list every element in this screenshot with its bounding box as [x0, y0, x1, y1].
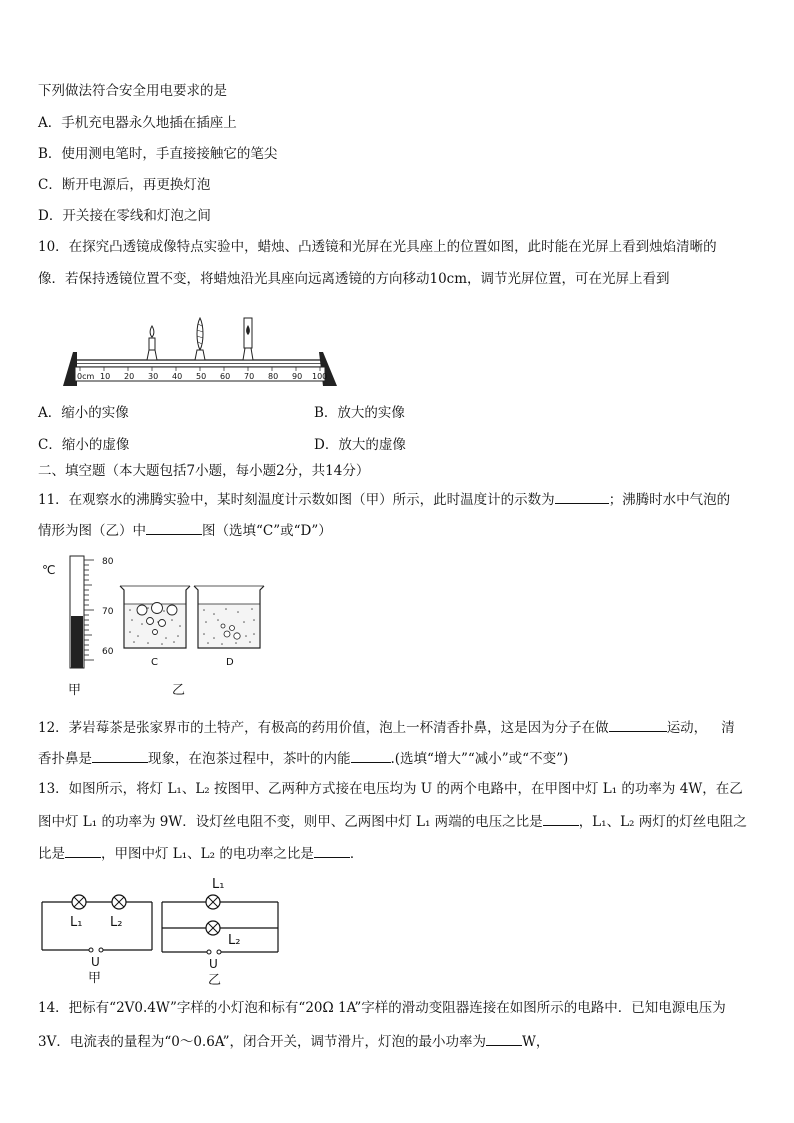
thermometer-tick-60: 60	[102, 647, 114, 657]
label-yi: 乙	[172, 683, 186, 698]
series-circuit	[42, 902, 152, 950]
ruler-label-10: 10	[100, 372, 111, 381]
ruler-label-90: 90	[292, 372, 303, 381]
series-lamp-l1	[72, 895, 86, 909]
q12-blank-3[interactable]	[351, 748, 391, 763]
q9-option-c: C．断开电源后，再更换灯泡	[38, 177, 211, 193]
q12-blank-2[interactable]	[92, 748, 148, 763]
parallel-caption: 乙	[208, 973, 222, 986]
label-jia: 甲	[68, 683, 82, 698]
section-2-heading: 二、填空题（本大题包括7小题，每小题2分，共14分）	[38, 463, 370, 479]
series-lamp-l2	[112, 895, 126, 909]
q10-option-d: D．放大的虚像	[314, 437, 406, 453]
q13-line-3a: 比是	[38, 846, 65, 862]
thermometer-ticks	[84, 560, 94, 660]
series-l1-label: L₁	[70, 915, 83, 930]
q10-line-1: 10．在探究凸透镜成像特点实验中，蜡烛、凸透镜和光屏在光具座上的位置如图，此时能在光屏上看到烛焰清晰的	[38, 239, 717, 255]
series-caption: 甲	[88, 971, 102, 986]
circuit-figure	[36, 870, 286, 986]
q14-line-2a: 3V．电流表的量程为“0～0.6A”，闭合开关，调节滑片，灯泡的最小功率为	[38, 1034, 486, 1050]
ruler-label-100: 100	[312, 372, 328, 381]
candle	[147, 326, 157, 360]
series-terminal-left	[89, 948, 93, 952]
parallel-terminal-right	[217, 950, 221, 954]
q11-line-1	[38, 489, 730, 509]
beaker-c-label: C	[151, 657, 158, 668]
q11-line-1a: 11．在观察水的沸腾实验中，某时刻温度计示数如图（甲）所示，此时温度计的示数为	[38, 492, 555, 508]
q9-stem: 下列做法符合安全用电要求的是	[38, 83, 227, 99]
q10-option-a: A．缩小的实像	[38, 405, 129, 421]
parallel-u-label: U	[209, 957, 218, 971]
parallel-lamp-l1	[206, 895, 220, 909]
ruler-label-20: 20	[124, 372, 135, 381]
q12-line-1a: 12．茅岩莓茶是张家界市的土特产，有极高的药用价值，泡上一杯清香扑鼻，这是因为分子在做	[38, 720, 609, 736]
q13-line-3b: ，甲图中灯 L₁、L₂ 的电功率之比是	[101, 846, 314, 862]
q12-blank-1[interactable]	[609, 717, 667, 732]
q13-line-1: 13．如图所示，将灯 L₁、L₂ 按图甲、乙两种方式接在电压均为 U 的两个电路中，在甲图中灯 L₁ 的功率为 4W，在乙	[38, 781, 743, 797]
thermometer-tick-70: 70	[102, 607, 114, 617]
thermometer-tick-80: 80	[102, 557, 114, 567]
q12-line-2a: 香扑鼻是	[38, 751, 92, 767]
boiling-experiment-figure	[38, 548, 268, 700]
beaker-c	[120, 586, 190, 648]
thermometer-liquid	[71, 616, 83, 668]
q12-line-1b: 运动，	[666, 720, 708, 736]
parallel-terminal-left	[207, 950, 211, 954]
parallel-lamp-l2	[206, 921, 220, 935]
parallel-l2-label: L₂	[228, 933, 241, 948]
q10-option-c: C．缩小的虚像	[38, 437, 130, 453]
q9-option-a: A．手机充电器永久地插在插座上	[38, 115, 237, 131]
q12-line-2b: 现象，在泡茶过程中，茶叶的内能	[148, 751, 351, 767]
ruler-label-50: 50	[196, 372, 207, 381]
q13-line-2b: ，L₁、L₂ 两灯的灯丝电阻之	[578, 814, 747, 830]
ruler-label-70: 70	[244, 372, 255, 381]
q11-blank-1[interactable]	[555, 489, 609, 504]
q13-line-3c: ．	[349, 846, 364, 862]
ruler-label-80: 80	[268, 372, 279, 381]
q9-option-d: D．开关接在零线和灯泡之间	[38, 208, 211, 224]
q13-blank-1[interactable]	[543, 811, 579, 826]
ruler-label-0: 0cm	[77, 372, 95, 381]
convex-lens	[195, 318, 205, 360]
q11-blank-2[interactable]	[146, 520, 202, 535]
ruler-label-40: 40	[172, 372, 183, 381]
q11-line-1b: ；沸腾时水中气泡的	[608, 492, 731, 508]
q12-line-1c: 清	[721, 720, 735, 736]
optical-bench-figure	[55, 312, 345, 388]
q11-line-2a: 情形为图（乙）中	[38, 523, 146, 539]
ruler-label-30: 30	[148, 372, 159, 381]
q12-line-2c: .(选填“增大”“减小”或“不变”)	[390, 751, 569, 767]
beaker-d-label: D	[226, 657, 234, 668]
light-screen	[243, 318, 253, 360]
q14-line-1: 14．把标有“2V0.4W”字样的小灯泡和标有“20Ω 1A”字样的滑动变阻器连接在如图所示的电路中．已知电源电压为	[38, 1000, 726, 1016]
q12-line-1	[38, 717, 735, 737]
thermometer-unit: ℃	[42, 563, 56, 577]
q9-option-b: B．使用测电笔时，手直接接触它的笔尖	[38, 146, 278, 162]
q14-blank-1[interactable]	[486, 1031, 522, 1046]
q13-line-2a: 图中灯 L₁ 的功率为 9W．设灯丝电阻不变，则甲、乙两图中灯 L₁ 两端的电压之比是	[38, 814, 543, 830]
beaker-d	[194, 586, 264, 648]
q10-line-2: 像．若保持透镜位置不变，将蜡烛沿光具座向远离透镜的方向移动10cm，调节光屏位置，可在光屏上看到	[38, 271, 670, 287]
q13-line-2	[38, 811, 747, 831]
q13-blank-3[interactable]	[314, 843, 350, 858]
series-l2-label: L₂	[110, 915, 123, 930]
q11-line-2	[38, 520, 332, 540]
parallel-l1-label: L₁	[212, 877, 225, 892]
ruler-label-60: 60	[220, 372, 231, 381]
q14-line-2	[38, 1031, 549, 1051]
q13-blank-2[interactable]	[65, 843, 101, 858]
series-terminal-right	[99, 948, 103, 952]
q12-line-2	[38, 748, 568, 768]
q11-line-2b: 图（选填“C”或“D”）	[202, 523, 332, 539]
q14-line-2b: W，	[521, 1034, 550, 1050]
q13-line-3	[38, 843, 363, 863]
series-u-label: U	[91, 955, 100, 969]
q10-option-b: B．放大的实像	[314, 405, 405, 421]
